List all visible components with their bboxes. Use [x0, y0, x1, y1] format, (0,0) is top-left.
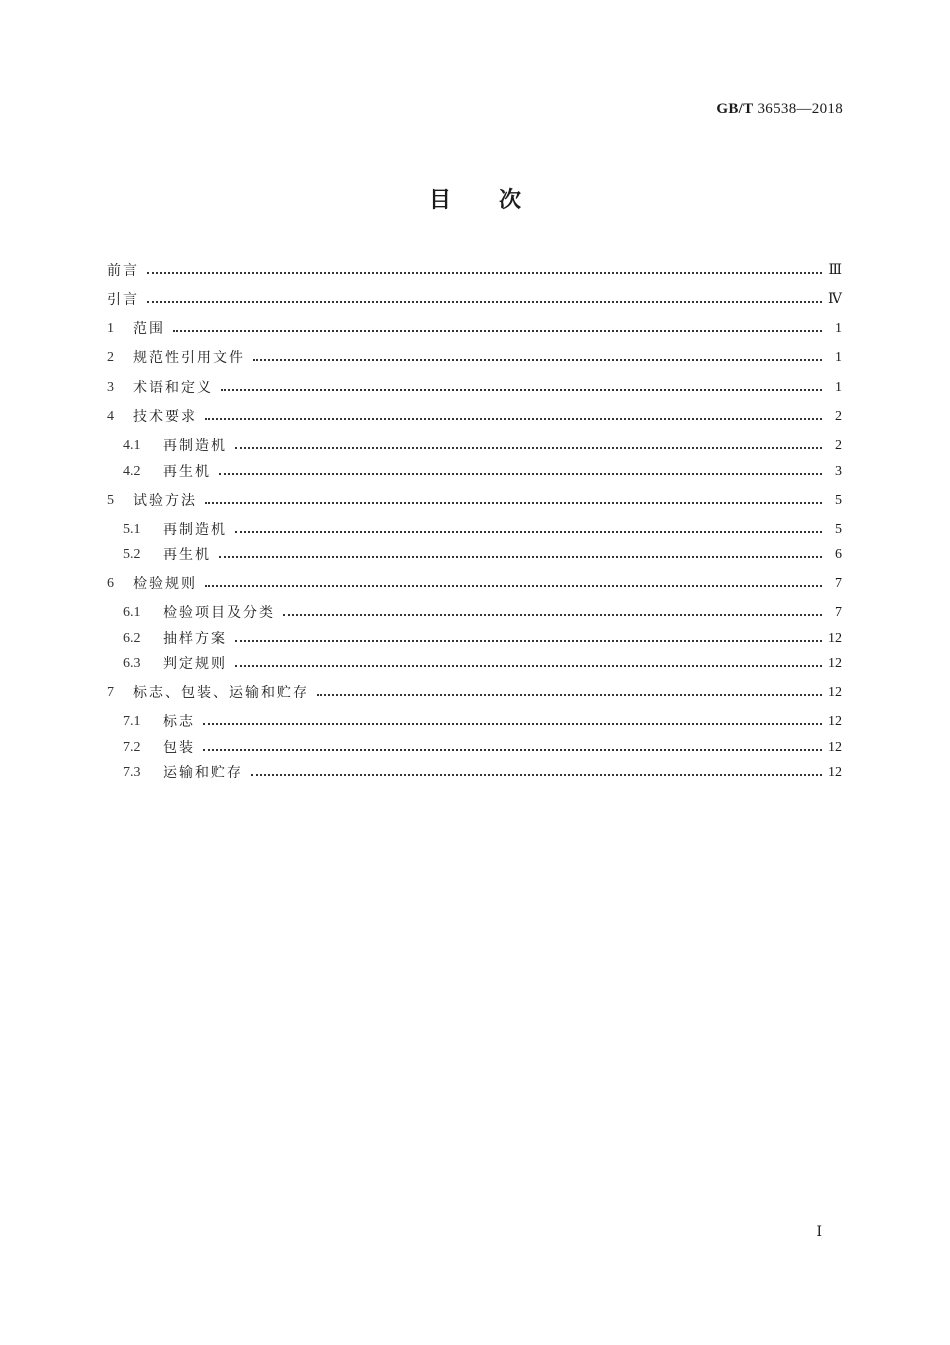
toc-entry-number: 7.2 [123, 740, 141, 755]
toc-entry-label: 检验规则 [133, 576, 197, 592]
toc-leader-dots [235, 628, 822, 650]
toc-entry-page: 12 [828, 685, 842, 700]
toc-leader-dots [235, 435, 822, 457]
toc-leader-dots [235, 653, 822, 675]
toc-entry-page: 2 [835, 409, 842, 424]
toc-entry-4-2[interactable] [123, 461, 842, 483]
toc-entry-6-3[interactable] [123, 653, 842, 675]
toc-entry-7-3[interactable] [123, 762, 842, 784]
toc-entry-7[interactable] [107, 682, 842, 704]
toc-entry-label: 检验项目及分类 [163, 605, 275, 621]
toc-entry-page: 12 [828, 631, 842, 646]
toc-entry-label: 再制造机 [163, 438, 227, 454]
toc-leader-dots [283, 602, 822, 624]
toc-leader-dots [205, 573, 822, 595]
toc-leader-dots [205, 490, 822, 512]
page-title: 目次 [428, 188, 569, 213]
toc-entry-label: 运输和贮存 [163, 765, 243, 781]
toc-entry-label: 再生机 [163, 547, 211, 563]
toc-entry-number: 5.1 [123, 522, 141, 537]
toc-entry-label: 再制造机 [163, 522, 227, 538]
toc-entry-label: 包装 [163, 740, 195, 756]
toc-entry-number: 4 [107, 409, 114, 424]
toc-entry-label: 标志、包装、运输和贮存 [133, 685, 309, 701]
toc-entry-label: 试验方法 [133, 493, 197, 509]
toc-entry-5[interactable] [107, 490, 842, 512]
toc-leader-dots [253, 347, 822, 369]
toc-entry-page: Ⅲ [828, 263, 842, 278]
toc-entry-number: 1 [107, 321, 114, 336]
toc-entry-label: 术语和定义 [133, 380, 213, 396]
toc-entry-label: 再生机 [163, 464, 211, 480]
toc-leader-dots [173, 318, 822, 340]
toc-entry-number: 6.1 [123, 605, 141, 620]
toc-entry-page: 5 [835, 493, 842, 508]
toc-entry-4[interactable] [107, 406, 842, 428]
toc-entry-page: Ⅳ [828, 292, 842, 307]
toc-entry-number: 6 [107, 576, 114, 591]
toc-entry-label: 前言 [107, 263, 139, 279]
toc-entry-label: 抽样方案 [163, 631, 227, 647]
toc-leader-dots [205, 406, 822, 428]
toc-leader-dots [219, 544, 822, 566]
toc-entry-number: 5 [107, 493, 114, 508]
toc-entry-number: 5.2 [123, 547, 141, 562]
toc-entry-label: 规范性引用文件 [133, 350, 245, 366]
toc-entry-number: 7.3 [123, 765, 141, 780]
toc-entry-number: 6.2 [123, 631, 141, 646]
toc-entry-label: 判定规则 [163, 656, 227, 672]
standard-number: 36538—2018 [757, 101, 843, 117]
toc-entry-label: 标志 [163, 714, 195, 730]
toc-entry-7-2[interactable] [123, 737, 842, 759]
toc-entry-number: 4.1 [123, 438, 141, 453]
toc-entry-page: 3 [835, 464, 842, 479]
toc-entry-7-1[interactable] [123, 711, 842, 733]
toc-entry-1[interactable] [107, 318, 842, 340]
toc-entry-page: 12 [828, 714, 842, 729]
toc-leader-dots [203, 711, 822, 733]
toc-entry-label: 引言 [107, 292, 139, 308]
standard-prefix: GB/T [716, 101, 754, 117]
toc-entry-6-1[interactable] [123, 602, 842, 624]
toc-entry-page: 1 [835, 350, 842, 365]
toc-entry-2[interactable] [107, 347, 842, 369]
toc-entry-number: 2 [107, 350, 114, 365]
toc-entry-foreword[interactable] [107, 260, 842, 282]
toc-entry-number: 7.1 [123, 714, 141, 729]
toc-entry-page: 1 [835, 380, 842, 395]
toc-entry-6-2[interactable] [123, 628, 842, 650]
toc-entry-label: 技术要求 [133, 409, 197, 425]
toc-leader-dots [221, 377, 822, 399]
toc-entry-6[interactable] [107, 573, 842, 595]
toc-entry-page: 1 [835, 321, 842, 336]
toc-entry-4-1[interactable] [123, 435, 842, 457]
page-number: Ⅰ [816, 1225, 822, 1240]
toc-entry-number: 4.2 [123, 464, 141, 479]
toc-entry-number: 6.3 [123, 656, 141, 671]
toc-entry-5-1[interactable] [123, 519, 842, 541]
toc-entry-label: 范围 [133, 321, 165, 337]
toc-entry-page: 2 [835, 438, 842, 453]
toc-leader-dots [235, 519, 822, 541]
toc-leader-dots [251, 762, 822, 784]
toc-entry-introduction[interactable] [107, 289, 842, 311]
toc-entry-page: 5 [835, 522, 842, 537]
toc-entry-page: 12 [828, 656, 842, 671]
toc-leader-dots [147, 289, 822, 311]
toc-entry-5-2[interactable] [123, 544, 842, 566]
toc-entry-page: 7 [835, 576, 842, 591]
toc-entry-page: 12 [828, 740, 842, 755]
toc-leader-dots [317, 682, 822, 704]
toc-leader-dots [203, 737, 822, 759]
toc-leader-dots [147, 260, 822, 282]
toc-entry-number: 3 [107, 380, 114, 395]
toc-entry-page: 6 [835, 547, 842, 562]
toc-entry-page: 7 [835, 605, 842, 620]
toc-leader-dots [219, 461, 822, 483]
toc-entry-3[interactable] [107, 377, 842, 399]
toc-entry-page: 12 [828, 765, 842, 780]
toc-entry-number: 7 [107, 685, 114, 700]
